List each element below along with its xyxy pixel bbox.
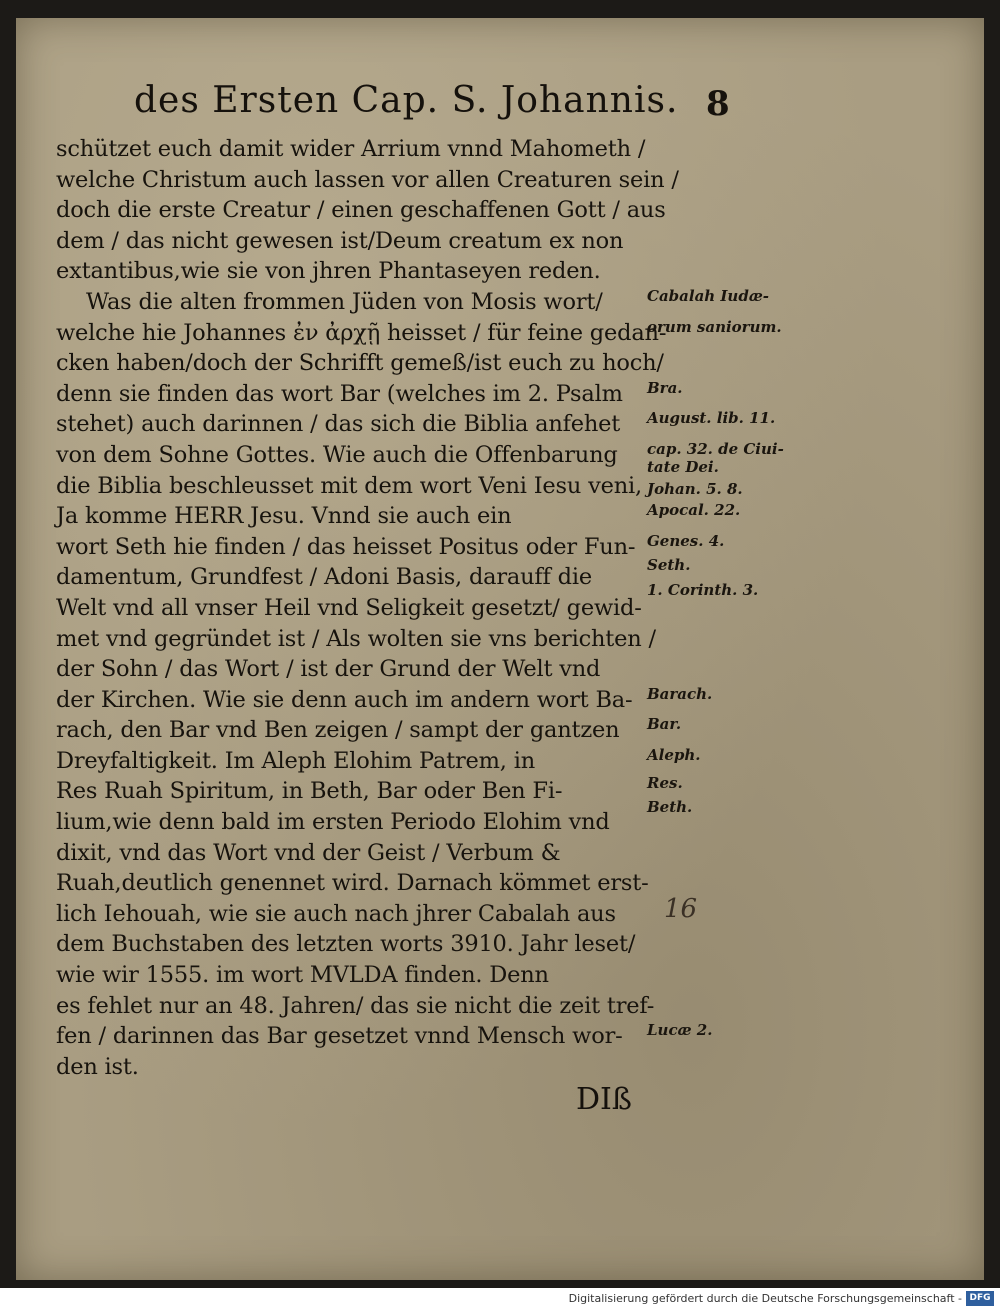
text-line: es fehlet nur an 48. Jahren/ das sie nicht die zeit tref- xyxy=(56,992,655,1019)
text-line: dem Buchstaben des letzten worts 3910. Jahr leset/ xyxy=(56,931,636,958)
text-line: wie wir 1555. im wort MVLDA finden. Denn xyxy=(56,962,549,989)
text-line: welche hie Johannes ἐν ἀρχῇ heisset / für feine gedan- xyxy=(56,319,667,346)
text-line: Welt vnd all vnser Heil vnd Seligkeit gesetzt/ gewid- xyxy=(56,594,642,621)
text-line: der Sohn / das Wort / ist der Grund der Welt vnd xyxy=(56,656,601,683)
margin-note: cap. 32. de Ciui- xyxy=(647,440,784,458)
margin-note: Cabalah Iudæ- xyxy=(647,287,770,305)
handwritten-annotation: 16 xyxy=(664,894,698,924)
body-text xyxy=(56,134,679,1082)
footer-bar xyxy=(0,1288,1000,1311)
text-line: fen / darinnen das Bar gesetzet vnnd Mensch wor- xyxy=(56,1023,623,1050)
dfg-logo: DFG xyxy=(966,1291,994,1306)
margin-note: tate Dei. xyxy=(647,458,719,477)
text-line: lium,wie denn bald im ersten Periodo Elohim vnd xyxy=(56,809,610,836)
margin-note: Johan. 5. 8. xyxy=(647,479,743,498)
text-line: welche Christum auch lassen vor allen Creaturen sein / xyxy=(56,166,679,193)
text-line: met vnd gegründet ist / Als wolten sie vns berichten / xyxy=(56,625,656,652)
margin-note: Beth. xyxy=(647,798,693,817)
text-line: dem / das nicht gewesen ist/Deum creatum ex non xyxy=(56,227,624,254)
margin-note: Seth. xyxy=(647,556,691,575)
book-page xyxy=(16,18,984,1280)
margin-note: Res. xyxy=(647,773,683,792)
margin-note: August. lib. 11. xyxy=(647,409,776,428)
text-line: Ruah,deutlich genennet wird. Darnach kömmet erst- xyxy=(56,870,649,897)
margin-note: Aleph. xyxy=(647,746,701,764)
text-line: extantibus,wie sie von jhren Phantaseyen reden. xyxy=(56,258,601,285)
text-line: der Kirchen. Wie sie denn auch im andern wort Ba- xyxy=(56,686,633,713)
catchword: DIß xyxy=(576,1082,632,1117)
footer-credit: Digitalisierung gefördert durch die Deutsche Forschungsgemeinschaft - xyxy=(568,1292,962,1305)
text-line: damentum, Grundfest / Adoni Basis, darauff die xyxy=(56,564,592,591)
margin-note: Apocal. 22. xyxy=(647,501,741,520)
margin-note: Bar. xyxy=(647,715,682,734)
text-line: Res Ruah Spiritum, in Beth, Bar oder Ben Fi- xyxy=(56,778,563,805)
text-line: Dreyfaltigkeit. Im Aleph Elohim Patrem, in xyxy=(56,747,535,774)
margin-note: Genes. 4. xyxy=(647,531,725,550)
text-line: cken haben/doch der Schrifft gemeß/ist euch zu hoch/ xyxy=(56,350,664,377)
margin-note: Lucæ 2. xyxy=(647,1021,713,1040)
text-line: rach, den Bar vnd Ben zeigen / sampt der gantzen xyxy=(56,717,620,744)
text-line: wort Seth hie finden / das heisset Positus oder Fun- xyxy=(56,533,636,560)
text-line: denn sie finden das wort Bar (welches im 2. Psalm xyxy=(56,380,623,407)
text-line: lich Iehouah, wie sie auch nach jhrer Cabalah aus xyxy=(56,900,616,927)
text-line: doch die erste Creatur / einen geschaffenen Gott / aus xyxy=(56,197,666,224)
margin-note: orum saniorum. xyxy=(647,317,782,336)
running-title: des Ersten Cap. S. Johannis. xyxy=(134,80,679,121)
text-line: Ja komme HERR Jesu. Vnnd sie auch ein xyxy=(56,503,512,530)
text-line: von dem Sohne Gottes. Wie auch die Offenbarung xyxy=(56,441,618,468)
text-line: Was die alten frommen Jüden von Mosis wort/ xyxy=(86,288,603,315)
margin-note: Bra. xyxy=(647,378,683,397)
page-number: 8 xyxy=(706,84,730,124)
text-line: stehet) auch darinnen / das sich die Biblia anfehet xyxy=(56,411,621,438)
margin-note: 1. Corinth. 3. xyxy=(647,580,759,599)
margin-note: Barach. xyxy=(647,684,713,703)
text-line: dixit, vnd das Wort vnd der Geist / Verbum & xyxy=(56,839,561,866)
text-line: den ist. xyxy=(56,1053,139,1080)
text-line: die Biblia beschleusset mit dem wort Veni Iesu veni, xyxy=(56,472,643,499)
text-line: schützet euch damit wider Arrium vnnd Mahometh / xyxy=(56,136,646,162)
